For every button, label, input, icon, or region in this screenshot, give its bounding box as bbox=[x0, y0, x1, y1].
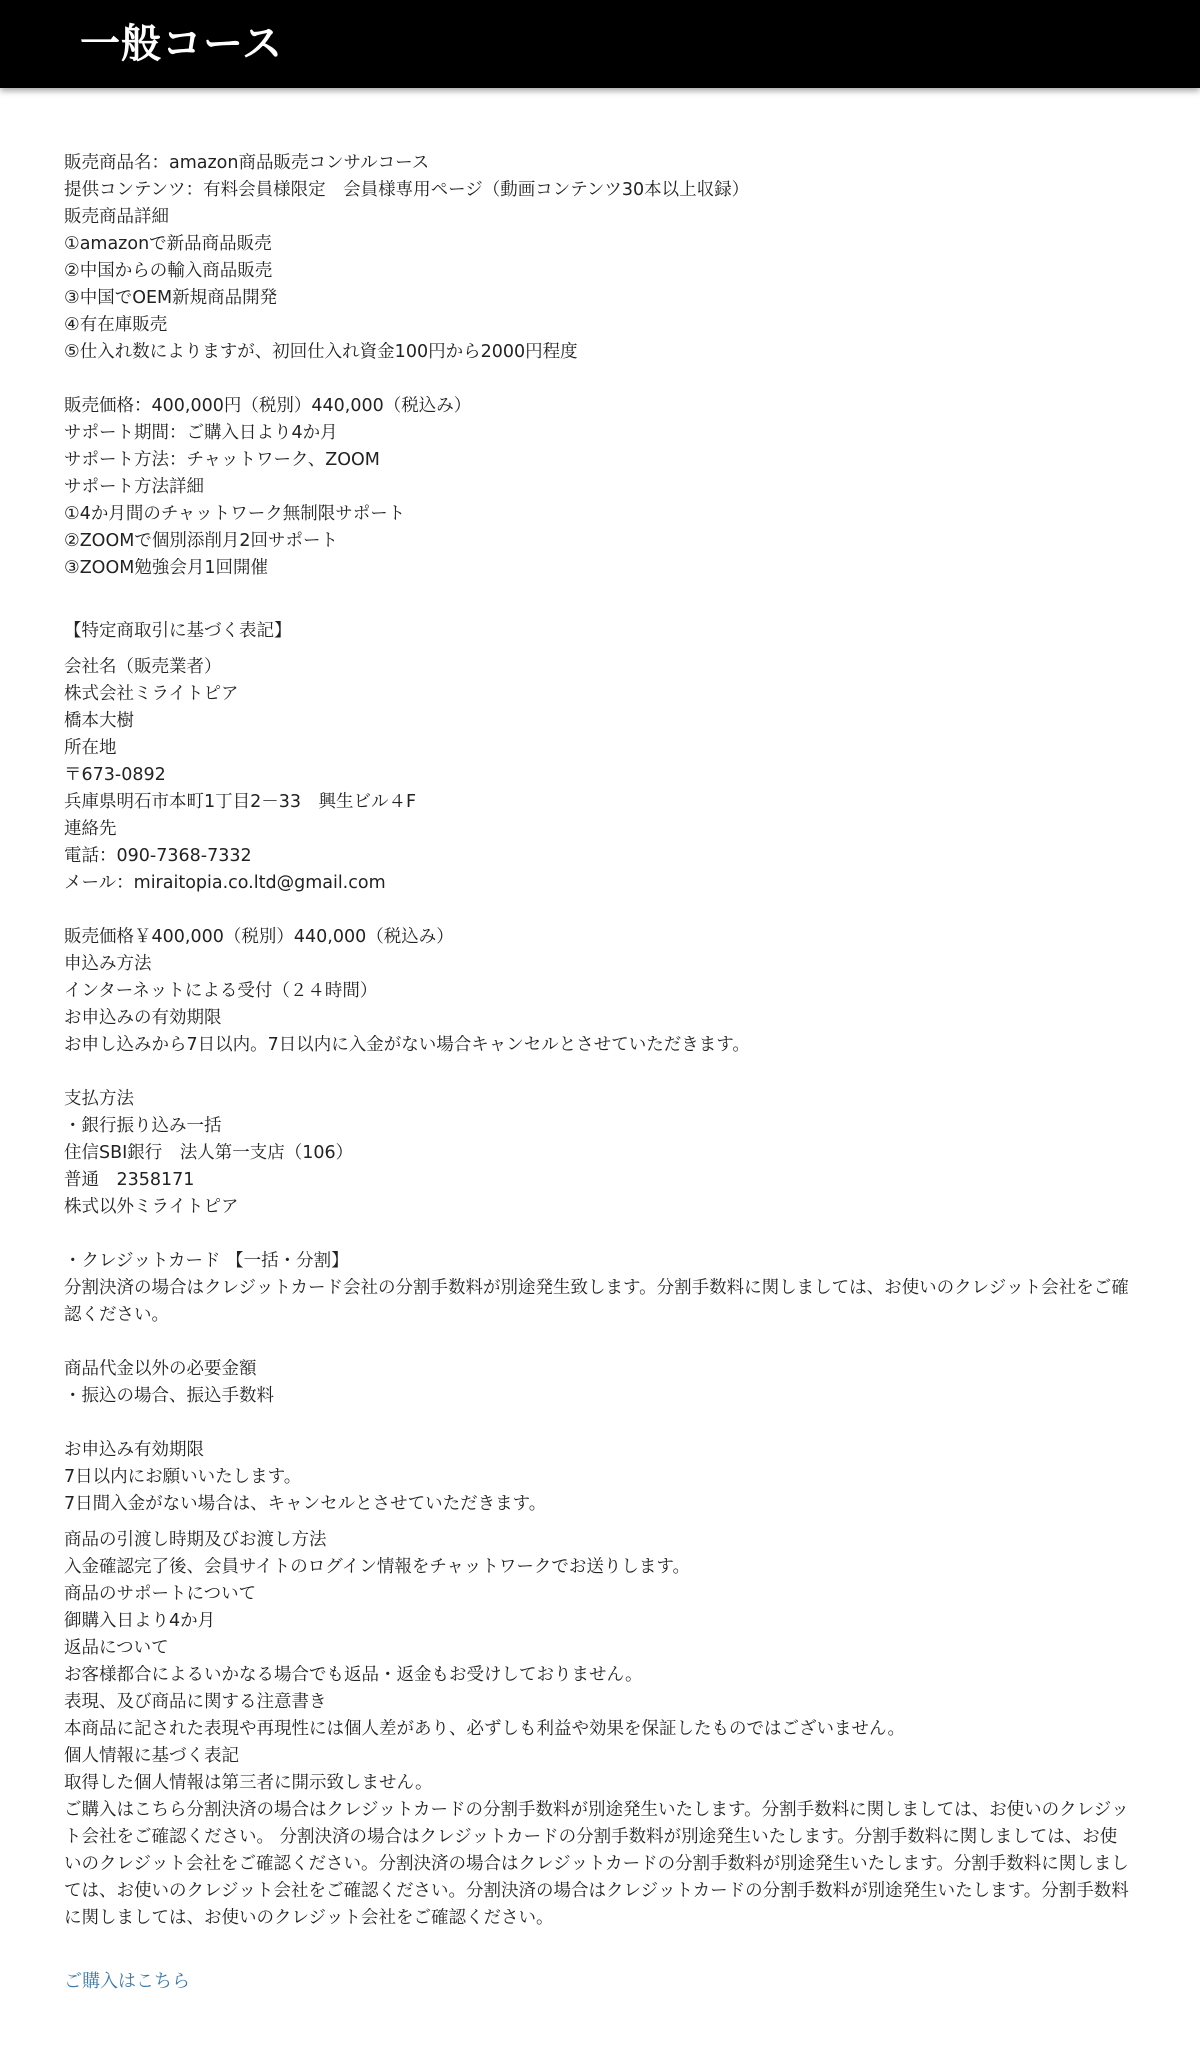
product-detail-item: ①amazonで新品商品販売 bbox=[64, 234, 272, 254]
order-section bbox=[64, 924, 1134, 1059]
product-details-label: 販売商品詳細 bbox=[64, 207, 169, 227]
purchase-link[interactable]: ご購入はこちら bbox=[64, 1971, 190, 1992]
page-header bbox=[0, 0, 1200, 88]
installment-note: ご購入はこちら分割決済の場合はクレジットカードの分割手数料が別途発生いたします。分割手数料に関しましては、お使いのクレジット会社をご確認ください。 分割決済の場合はクレジットカードの分割手数料が別途発生いたします。分割手数料に関しましては、お使いのクレジット会社をご確認ください。分割決済の場合はクレジットカードの分割手数料が別途発生いたします。分割手数料に関しましては、お使いのクレジット会社をご確認ください。分割決済の場合はクレジットカードの分割手数料が別途発生いたします。分割手数料に関しましては、お使いのクレジット会社をご確認ください。 bbox=[64, 1800, 1129, 1928]
spacer bbox=[64, 645, 1134, 654]
support-detail-item: ①4か月間のチャットワーク無制限サポート bbox=[64, 504, 406, 524]
product-contents: 提供コンテンツ：有料会員様限定 会員様専用ページ（動画コンテンツ30本以上収録） bbox=[64, 180, 750, 200]
support-period: サポート期間：ご購入日より4か月 bbox=[64, 423, 338, 443]
email-address: メール：miraitopia.co.ltd@gmail.com bbox=[64, 873, 386, 893]
spacer bbox=[64, 1932, 1134, 1968]
account-holder: 株式以外ミライトピア bbox=[64, 1197, 239, 1217]
product-name: 販売商品名：amazon商品販売コンサルコース bbox=[64, 153, 430, 173]
spacer bbox=[64, 1329, 1134, 1356]
bank-account: 普通 2358171 bbox=[64, 1170, 195, 1190]
deadline-line: 7日以内にお願いいたします。 bbox=[64, 1467, 302, 1487]
order-validity-label: お申込みの有効期限 bbox=[64, 1008, 222, 1028]
fees-section bbox=[64, 1356, 1134, 1410]
product-detail-item: ③中国でOEM新規商品開発 bbox=[64, 288, 278, 308]
support-details-label: サポート方法詳細 bbox=[64, 477, 204, 497]
spacer bbox=[64, 1410, 1134, 1437]
privacy-text: 取得した個人情報は第三者に開示致しません。 bbox=[64, 1773, 433, 1793]
spacer bbox=[64, 1518, 1134, 1527]
main-content bbox=[64, 150, 1134, 1996]
payment-section bbox=[64, 1086, 1134, 1329]
pricing-section bbox=[64, 393, 1134, 582]
spacer bbox=[64, 897, 1134, 924]
product-section bbox=[64, 150, 1134, 366]
deadline-line: 7日間入金がない場合は、キャンセルとさせていただきます。 bbox=[64, 1494, 547, 1514]
support-text: 御購入日より4か月 bbox=[64, 1611, 216, 1631]
spacer bbox=[64, 1059, 1134, 1086]
support-label: 商品のサポートについて bbox=[64, 1584, 257, 1604]
legal-heading: 【特定商取引に基づく表記】 bbox=[64, 621, 292, 641]
product-detail-item: ⑤仕入れ数によりますが、初回仕入れ資金100円から2000円程度 bbox=[64, 342, 578, 362]
legal-section bbox=[64, 618, 1134, 897]
notice-text: 本商品に記された表現や再現性には個人差があり、必ずしも利益や効果を保証したものではございません。 bbox=[64, 1719, 906, 1739]
delivery-text: 入金確認完了後、会員サイトのログイン情報をチャットワークでお送りします。 bbox=[64, 1557, 690, 1577]
payment-label: 支払方法 bbox=[64, 1089, 134, 1109]
spacer bbox=[64, 1221, 1134, 1248]
deadline-label: お申込み有効期限 bbox=[64, 1440, 204, 1460]
transfer-fee: ・振込の場合、振込手数料 bbox=[64, 1386, 274, 1406]
company-name: 株式会社ミライトピア bbox=[64, 684, 239, 704]
spacer bbox=[64, 366, 1134, 393]
address: 兵庫県明石市本町1丁目2－33 興生ビル４F bbox=[64, 792, 417, 812]
returns-label: 返品について bbox=[64, 1638, 169, 1658]
postal-code: 〒673-0892 bbox=[64, 765, 166, 785]
notice-label: 表現、及び商品に関する注意書き bbox=[64, 1692, 327, 1712]
credit-note: 分割決済の場合はクレジットカード会社の分割手数料が別途発生致します。分割手数料に関しましては、お使いのクレジット会社をご確認ください。 bbox=[64, 1278, 1129, 1325]
bank-name: 住信SBI銀行 法人第一支店（106） bbox=[64, 1143, 354, 1163]
contact-label: 連絡先 bbox=[64, 819, 117, 839]
product-detail-item: ②中国からの輸入商品販売 bbox=[64, 261, 273, 281]
product-detail-item: ④有在庫販売 bbox=[64, 315, 168, 335]
price-line: 販売価格：400,000円（税別）440,000（税込み） bbox=[64, 396, 472, 416]
returns-text: お客様都合によるいかなる場合でも返品・返金もお受けしておりません。 bbox=[64, 1665, 643, 1685]
order-method: インターネットによる受付（２４時間） bbox=[64, 981, 378, 1001]
support-method: サポート方法：チャットワーク、ZOOM bbox=[64, 450, 380, 470]
support-detail-item: ②ZOOMで個別添削月2回サポート bbox=[64, 531, 338, 551]
privacy-label: 個人情報に基づく表記 bbox=[64, 1746, 239, 1766]
spacer bbox=[64, 582, 1134, 618]
credit-card: ・クレジットカード 【一括・分割】 bbox=[64, 1251, 349, 1271]
company-label: 会社名（販売業者） bbox=[64, 657, 222, 677]
deadline-section bbox=[64, 1437, 1134, 1518]
order-method-label: 申込み方法 bbox=[64, 954, 152, 974]
page-title: 一般コース bbox=[80, 21, 283, 67]
support-detail-item: ③ZOOM勉強会月1回開催 bbox=[64, 558, 268, 578]
delivery-section bbox=[64, 1527, 1134, 1932]
order-validity: お申し込みから7日以内。7日以内に入金がない場合キャンセルとさせていただきます。 bbox=[64, 1035, 750, 1055]
fees-label: 商品代金以外の必要金額 bbox=[64, 1359, 257, 1379]
bank-transfer: ・銀行振り込み一括 bbox=[64, 1116, 222, 1136]
address-label: 所在地 bbox=[64, 738, 117, 758]
delivery-label: 商品の引渡し時期及びお渡し方法 bbox=[64, 1530, 327, 1550]
phone-number: 電話：090-7368-7332 bbox=[64, 846, 252, 866]
representative-name: 橋本大樹 bbox=[64, 711, 134, 731]
order-price: 販売価格￥400,000（税別）440,000（税込み） bbox=[64, 927, 454, 947]
